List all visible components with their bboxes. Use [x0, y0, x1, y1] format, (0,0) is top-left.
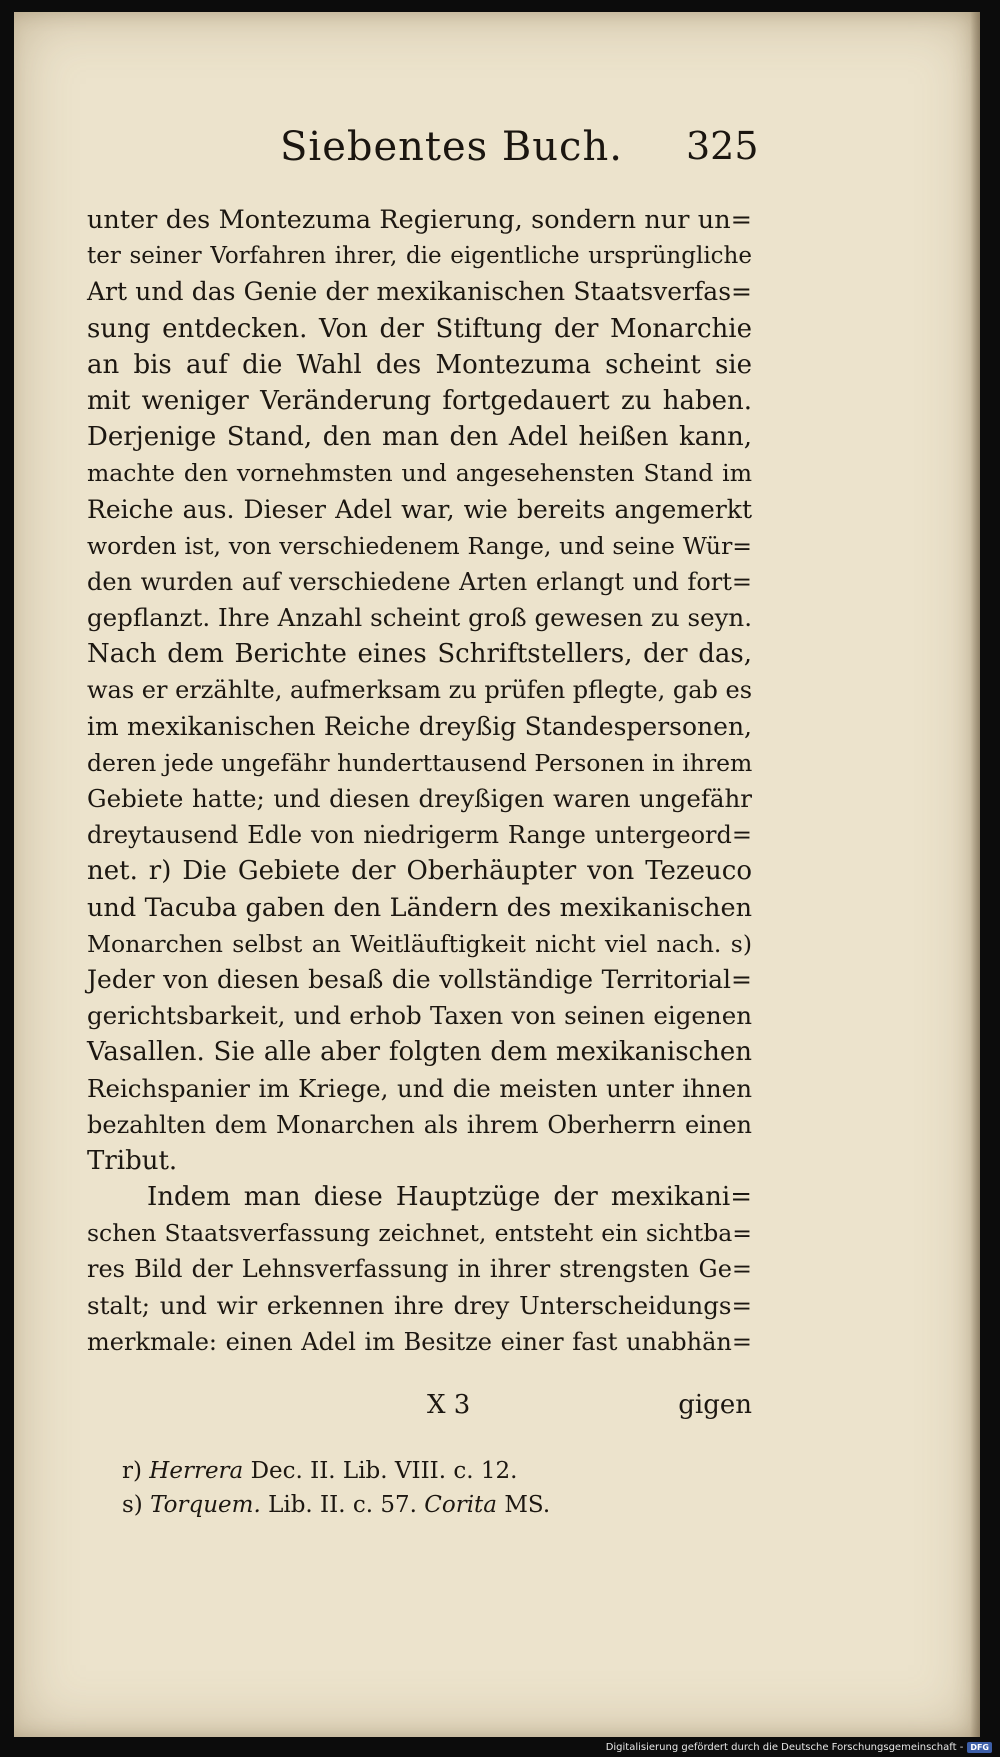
text-line: mit weniger Veränderung fortgedauert zu haben.	[87, 385, 752, 416]
text-line: Monarchen selbst an Weitläuftigkeit nicht viel nach. s)	[87, 929, 752, 958]
text-line: Reiche aus. Dieser Adel war, wie bereits angemerkt	[87, 494, 752, 524]
page-number: 325	[686, 124, 759, 168]
text-line: res Bild der Lehnsverfassung in ihrer strengsten Ge=	[87, 1255, 752, 1284]
footnote-author: Torquem.	[150, 1492, 261, 1518]
text-line: was er erzählte, aufmerksam zu prüfen pflegte, gab es	[87, 676, 753, 705]
dfg-logo-icon: DFG	[967, 1742, 992, 1753]
text-line: machte den vornehmsten und angesehensten Stand im	[87, 459, 752, 488]
footnote-marker: r)	[122, 1458, 142, 1484]
text-line: net. r) Die Gebiete der Oberhäupter von Tezeuco	[87, 856, 752, 887]
footnote-marker: s)	[122, 1492, 143, 1518]
digitization-credit	[606, 1742, 992, 1753]
text-line: Indem man diese Hauptzüge der mexikani=	[147, 1182, 752, 1213]
book-page	[14, 12, 980, 1737]
footnote-author-2: Corita	[424, 1492, 498, 1518]
text-line: Tribut.	[87, 1145, 178, 1176]
text-line: deren jede ungefähr hunderttausend Personen in ihrem	[87, 748, 753, 777]
text-line: Nach dem Berichte eines Schriftstellers, der das,	[87, 639, 752, 670]
footnote-s	[122, 1488, 682, 1522]
text-line: unter des Montezuma Regierung, sondern nur un=	[87, 205, 752, 235]
text-line: ter seiner Vorfahren ihrer, die eigentliche ursprüngliche	[87, 243, 752, 270]
catchword: gigen	[678, 1390, 752, 1420]
footnote-author: Herrera	[149, 1458, 244, 1484]
text-line: merkmale: einen Adel im Besitze einer fast unabhän=	[87, 1327, 752, 1356]
text-line: Vasallen. Sie alle aber folgten dem mexikanischen	[87, 1037, 752, 1068]
text-line: den wurden auf verschiedene Arten erlangt und fort=	[87, 567, 752, 596]
text-line: bezahlten dem Monarchen als ihrem Oberherrn einen	[87, 1110, 752, 1139]
running-title: Siebentes Buch.	[280, 124, 623, 170]
text-line: gepflanzt. Ihre Anzahl scheint groß gewesen zu seyn.	[87, 603, 752, 633]
text-line: stalt; und wir erkennen ihre drey Unterscheidungs=	[87, 1290, 752, 1320]
footnote-reference: Lib. II. c. 57.	[268, 1492, 417, 1518]
text-line: Reichspanier im Kriege, und die meisten unter ihnen	[87, 1073, 752, 1103]
text-line: Art und das Genie der mexikanischen Staatsverfas=	[87, 277, 752, 307]
footnotes	[122, 1454, 682, 1522]
credit-text: Digitalisierung gefördert durch die Deutsche Forschungsgemeinschaft -	[605, 1742, 964, 1753]
text-line: an bis auf die Wahl des Montezuma scheint sie	[87, 349, 752, 380]
text-line: Jeder von diesen besaß die vollständige Territorial=	[87, 964, 752, 994]
text-line: und Tacuba gaben den Ländern des mexikanischen	[87, 892, 752, 923]
footnote-r	[122, 1454, 682, 1488]
text-line: im mexikanischen Reiche dreyßig Standespersonen,	[87, 711, 752, 741]
text-line: schen Staatsverfassung zeichnet, entsteht ein sichtba=	[87, 1219, 752, 1248]
text-line: Derjenige Stand, den man den Adel heißen kann,	[87, 422, 752, 453]
text-line: dreytausend Edle von niedrigerm Range untergeord=	[87, 821, 752, 850]
text-line: Gebiete hatte; und diesen dreyßigen waren ungefähr	[87, 784, 752, 813]
signature-row	[87, 1390, 752, 1426]
text-line: sung entdecken. Von der Stiftung der Monarchie	[87, 313, 752, 344]
signature-mark: X 3	[427, 1390, 471, 1420]
text-line: gerichtsbarkeit, und erhob Taxen von seinen eigenen	[87, 1001, 752, 1031]
footnote-reference-2: MS.	[504, 1492, 551, 1518]
footnote-reference: Dec. II. Lib. VIII. c. 12.	[250, 1458, 518, 1484]
body-text	[87, 202, 752, 1360]
text-line: worden ist, von verschiedenem Range, und seine Wür=	[87, 531, 752, 560]
